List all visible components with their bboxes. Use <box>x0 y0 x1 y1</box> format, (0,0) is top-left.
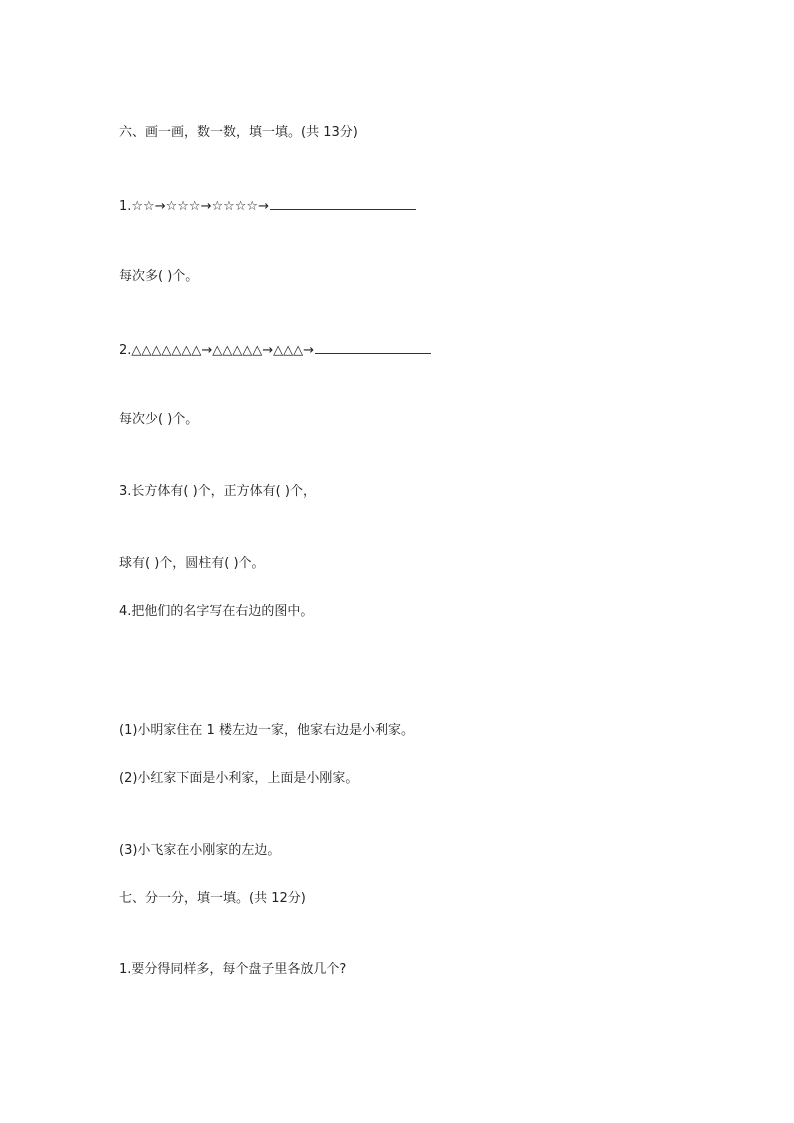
section-7-question-1: 1.要分得同样多，每个盘子里各放几个? <box>119 962 347 977</box>
question-4-clue-2: (2)小红家下面是小利家，上面是小刚家。 <box>119 771 359 786</box>
question-2-pattern <box>119 340 431 360</box>
question-2-answer-blank[interactable] <box>315 340 431 354</box>
question-2-answer: 每次少( )个。 <box>119 412 199 427</box>
question-2-sequence: 2.△△△△△△△→△△△△△→△△△→ <box>119 343 315 358</box>
question-1-sequence: 1.☆☆→☆☆☆→☆☆☆☆→ <box>119 199 269 214</box>
question-1-pattern <box>119 196 416 216</box>
question-1-answer: 每次多( )个。 <box>119 269 199 284</box>
question-3-line-1: 3.长方体有( )个，正方体有( )个， <box>119 484 316 499</box>
section-7-heading: 七、分一分，填一填。(共 12分) <box>119 891 306 906</box>
question-1-answer-blank[interactable] <box>270 196 416 210</box>
question-4-clue-1: (1)小明家住在 1 楼左边一家，他家右边是小利家。 <box>119 723 414 738</box>
question-4-title: 4.把他们的名字写在右边的图中。 <box>119 604 314 619</box>
question-4-clue-3: (3)小飞家在小刚家的左边。 <box>119 843 281 858</box>
section-6-heading: 六、画一画，数一数，填一填。(共 13分) <box>119 125 358 140</box>
question-3-line-2: 球有( )个，圆柱有( )个。 <box>119 556 265 571</box>
